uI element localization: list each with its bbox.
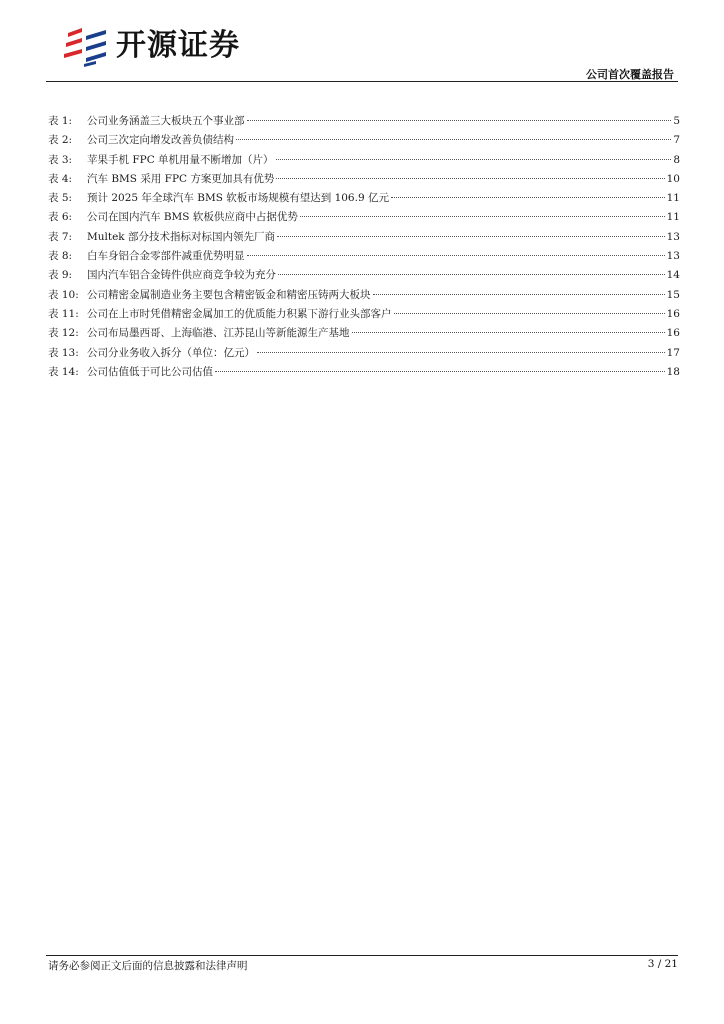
toc-title: 公司三次定向增发改善负债结构: [87, 134, 234, 147]
toc-page: 17: [666, 346, 680, 359]
toc-leader: [276, 178, 664, 179]
toc-leader: [373, 294, 665, 295]
toc-row[interactable]: [48, 151, 680, 170]
toc-row[interactable]: [48, 208, 680, 227]
toc-leader: [247, 120, 672, 121]
toc-title: 预计 2025 年全球汽车 BMS 软板市场规模有望达到 106.9 亿元: [87, 192, 389, 205]
toc-leader: [391, 197, 665, 198]
toc-title: Multek 部分技术指标对标国内领先厂商: [87, 230, 276, 243]
toc-title: 公司分业务收入拆分（单位：亿元）: [87, 346, 255, 359]
toc-title: 公司布局墨西哥、上海临港、江苏昆山等新能源生产基地: [87, 327, 350, 340]
toc-page: 13: [666, 230, 680, 243]
table-index: [48, 112, 680, 382]
toc-label: 表 13:: [48, 346, 79, 359]
toc-title: 公司在上市时凭借精密金属加工的优质能力积累下游行业头部客户: [87, 307, 392, 320]
toc-leader: [247, 255, 665, 256]
toc-leader: [278, 274, 665, 275]
toc-page: 7: [673, 134, 680, 147]
toc-page: 15: [666, 288, 680, 301]
toc-row[interactable]: [48, 247, 680, 266]
toc-title: 汽车 BMS 采用 FPC 方案更加具有优势: [87, 172, 275, 185]
toc-page: 16: [666, 307, 680, 320]
toc-label: 表 2:: [48, 134, 73, 147]
toc-title: 国内汽车铝合金铸件供应商竞争较为充分: [87, 269, 276, 282]
toc-label: 表 7:: [48, 230, 73, 243]
logo-mark-icon: [60, 24, 110, 68]
toc-page: 13: [666, 250, 680, 263]
toc-title: 公司在国内汽车 BMS 软板供应商中占据优势: [87, 211, 298, 224]
toc-leader: [276, 159, 672, 160]
toc-title: 苹果手机 FPC 单机用量不断增加（片）: [87, 153, 274, 166]
toc-label: 表 6:: [48, 211, 73, 224]
toc-leader: [257, 352, 665, 353]
toc-title: 公司业务涵盖三大板块五个事业部: [87, 115, 245, 127]
toc-page: 10: [666, 172, 680, 185]
toc-row[interactable]: [48, 170, 680, 189]
toc-leader: [277, 236, 665, 237]
toc-row[interactable]: [48, 228, 680, 247]
toc-label: 表 1:: [48, 115, 73, 127]
toc-label: 表 4:: [48, 172, 73, 185]
toc-row[interactable]: [48, 324, 680, 343]
toc-page: 5: [673, 115, 680, 127]
toc-row[interactable]: [48, 112, 680, 131]
logo-text: 开源证券: [116, 28, 240, 63]
toc-title: 公司精密金属制造业务主要包含精密钣金和精密压铸两大板块: [87, 288, 371, 301]
toc-row[interactable]: [48, 266, 680, 285]
toc-label: 表 5:: [48, 192, 73, 205]
toc-page: 16: [666, 327, 680, 340]
footer-divider: [46, 955, 678, 956]
toc-leader: [394, 313, 665, 314]
toc-row[interactable]: [48, 305, 680, 324]
toc-leader: [236, 139, 671, 140]
toc-title: 公司估值低于可比公司估值: [87, 365, 213, 378]
report-type: 公司首次覆盖报告: [586, 68, 674, 81]
toc-leader: [215, 371, 665, 372]
brand-logo: [60, 24, 240, 68]
page-number: 3 / 21: [647, 958, 678, 970]
toc-page: 8: [673, 153, 680, 166]
toc-row[interactable]: [48, 189, 680, 208]
toc-page: 11: [666, 211, 680, 224]
toc-leader: [352, 332, 665, 333]
toc-label: 表 14:: [48, 365, 79, 378]
toc-title: 白车身铝合金零部件减重优势明显: [87, 250, 245, 263]
toc-leader: [300, 216, 665, 217]
toc-row[interactable]: [48, 286, 680, 305]
toc-label: 表 3:: [48, 153, 73, 166]
toc-row[interactable]: [48, 344, 680, 363]
header-divider: [46, 81, 678, 82]
toc-row[interactable]: [48, 131, 680, 150]
footer-disclaimer: 请务必参阅正文后面的信息披露和法律声明: [48, 960, 248, 972]
toc-label: 表 8:: [48, 250, 73, 263]
toc-page: 14: [666, 269, 680, 282]
toc-label: 表 10:: [48, 288, 79, 301]
toc-page: 11: [666, 192, 680, 205]
toc-label: 表 11:: [48, 307, 79, 320]
toc-row[interactable]: [48, 363, 680, 382]
toc-label: 表 9:: [48, 269, 73, 282]
toc-label: 表 12:: [48, 327, 79, 340]
toc-page: 18: [666, 365, 680, 378]
